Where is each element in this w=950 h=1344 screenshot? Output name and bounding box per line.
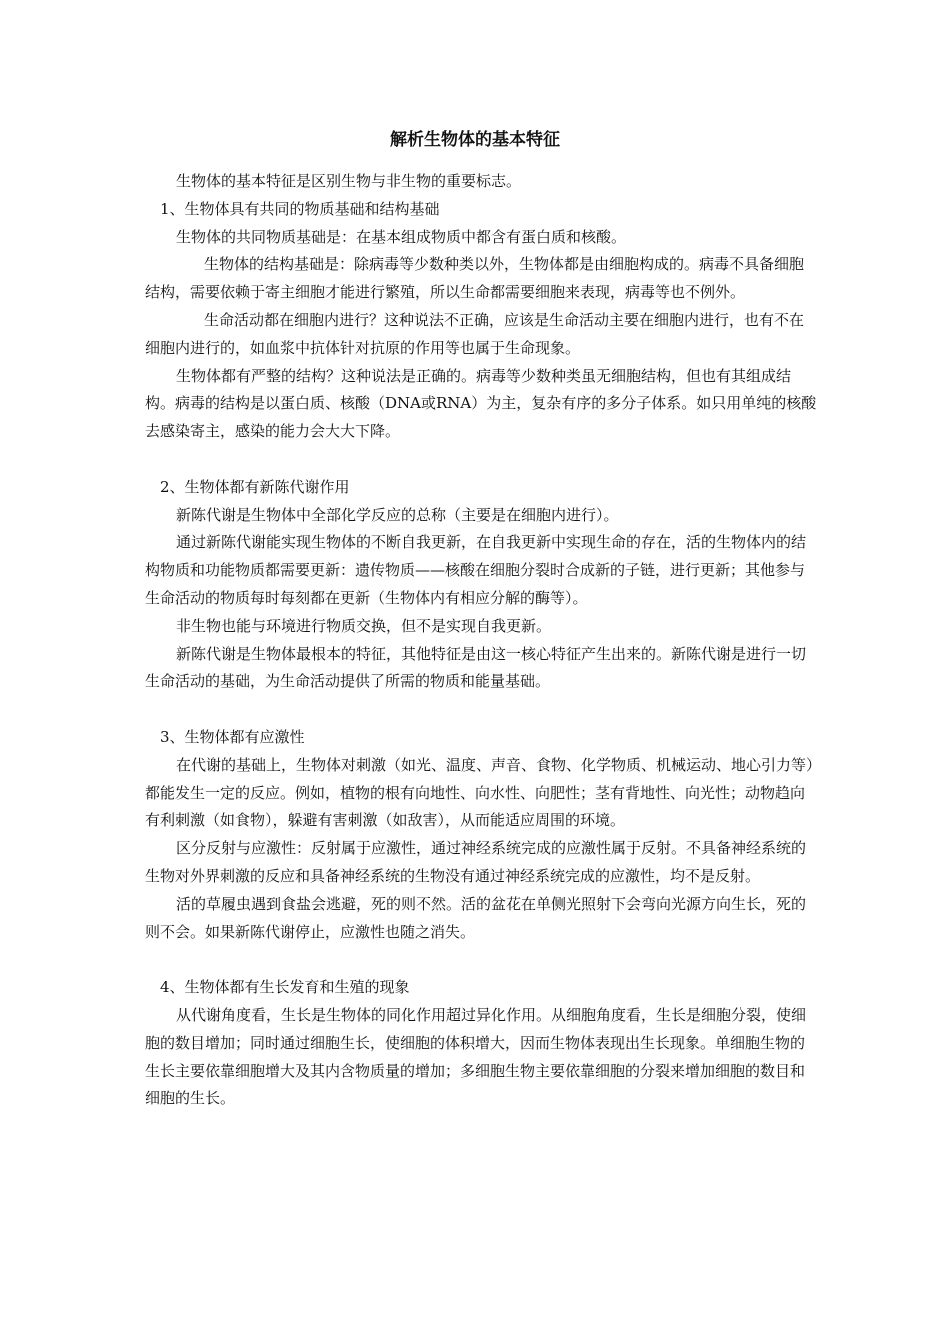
intro-paragraph: 生物体的基本特征是区别生物与非生物的重要标志。 xyxy=(176,172,522,190)
body-paragraph: 活的草履虫遇到食盐会逃避，死的则不然。活的盆花在单侧光照射下会弯向光源方向生长，死的则不会。如果新陈代谢停止，应激性也随之消失。 xyxy=(145,894,807,941)
body-paragraph: 新陈代谢是生物体中全部化学反应的总称（主要是在细胞内进行）。 xyxy=(176,505,619,524)
section-spacer xyxy=(145,446,817,474)
body-paragraph: 区分反射与应激性：反射属于应激性，通过神经系统完成的应激性属于反射。不具备神经系统的生物对外界刺激的反应和具备神经系统的生物没有通过神经系统完成的应激性，均不是反射。 xyxy=(145,839,807,885)
section-heading: 2、生物体都有新陈代谢作用 xyxy=(160,477,350,496)
document-body xyxy=(145,168,817,1113)
body-paragraph: 通过新陈代谢能实现生物体的不断自我更新，在自我更新中实现生命的存在，活的生物体内的结构物质和功能物质都需要更新：遗传物质——核酸在细胞分裂时合成新的子链，进行更新；其他参与生命活动的物质每时每刻都在更新（生物体内有相应分解的酶等）。 xyxy=(145,533,807,607)
body-paragraph: 生物体都有严整的结构？这种说法是正确的。病毒等少数种类虽无细胞结构，但也有其组成结构。病毒的结构是以蛋白质、核酸（DNA或RNA）为主，复杂有序的多分子体系。如只用单纯的核酸去感染寄主，感染的能力会大大下降。 xyxy=(145,366,817,441)
page-title: 解析生物体的基本特征 xyxy=(390,130,560,150)
section-heading: 3、生物体都有应激性 xyxy=(160,727,305,746)
body-paragraph: 非生物也能与环境进行物质交换，但不是实现自我更新。 xyxy=(176,616,552,635)
section-heading: 1、生物体具有共同的物质基础和结构基础 xyxy=(160,199,440,218)
section-heading: 4、生物体都有生长发育和生殖的现象 xyxy=(160,978,410,997)
body-paragraph: 在代谢的基础上，生物体对刺激（如光、温度、声音、食物、化学物质、机械运动、地心引力等）都能发生一定的反应。例如，植物的根有向地性、向水性、向肥性；茎有背地性、向光性；动物趋向有利刺激（如食物），躲避有害刺激（如敌害），从而能适应周围的环境。 xyxy=(145,755,814,830)
body-paragraph: 从代谢角度看，生长是生物体的同化作用超过异化作用。从细胞角度看，生长是细胞分裂，使细胞的数目增加；同时通过细胞生长，使细胞的体积增大，因而生物体表现出生长现象。单细胞生物的生长主要依靠细胞增大及其内含物质量的增加；多细胞生物主要依靠细胞的分裂来增加细胞的数目和细胞的生长。 xyxy=(145,1005,807,1108)
body-paragraph: 生物体的结构基础是：除病毒等少数种类以外，生物体都是由细胞构成的。病毒不具备细胞结构，需要依赖于寄主细胞才能进行繁殖，所以生命都需要细胞来表现，病毒等也不例外。 xyxy=(145,255,805,302)
section-spacer xyxy=(145,946,817,974)
body-paragraph: 新陈代谢是生物体最根本的特征，其他特征是由这一核心特征产生出来的。新陈代谢是进行一切生命活动的基础，为生命活动提供了所需的物质和能量基础。 xyxy=(145,644,807,691)
section-spacer xyxy=(145,696,817,724)
body-paragraph: 生物体的共同物质基础是：在基本组成物质中都含有蛋白质和核酸。 xyxy=(176,227,627,246)
body-paragraph: 生命活动都在细胞内进行？这种说法不正确，应该是生命活动主要在细胞内进行，也有不在细胞内进行的，如血浆中抗体针对抗原的作用等也属于生命现象。 xyxy=(145,310,805,357)
